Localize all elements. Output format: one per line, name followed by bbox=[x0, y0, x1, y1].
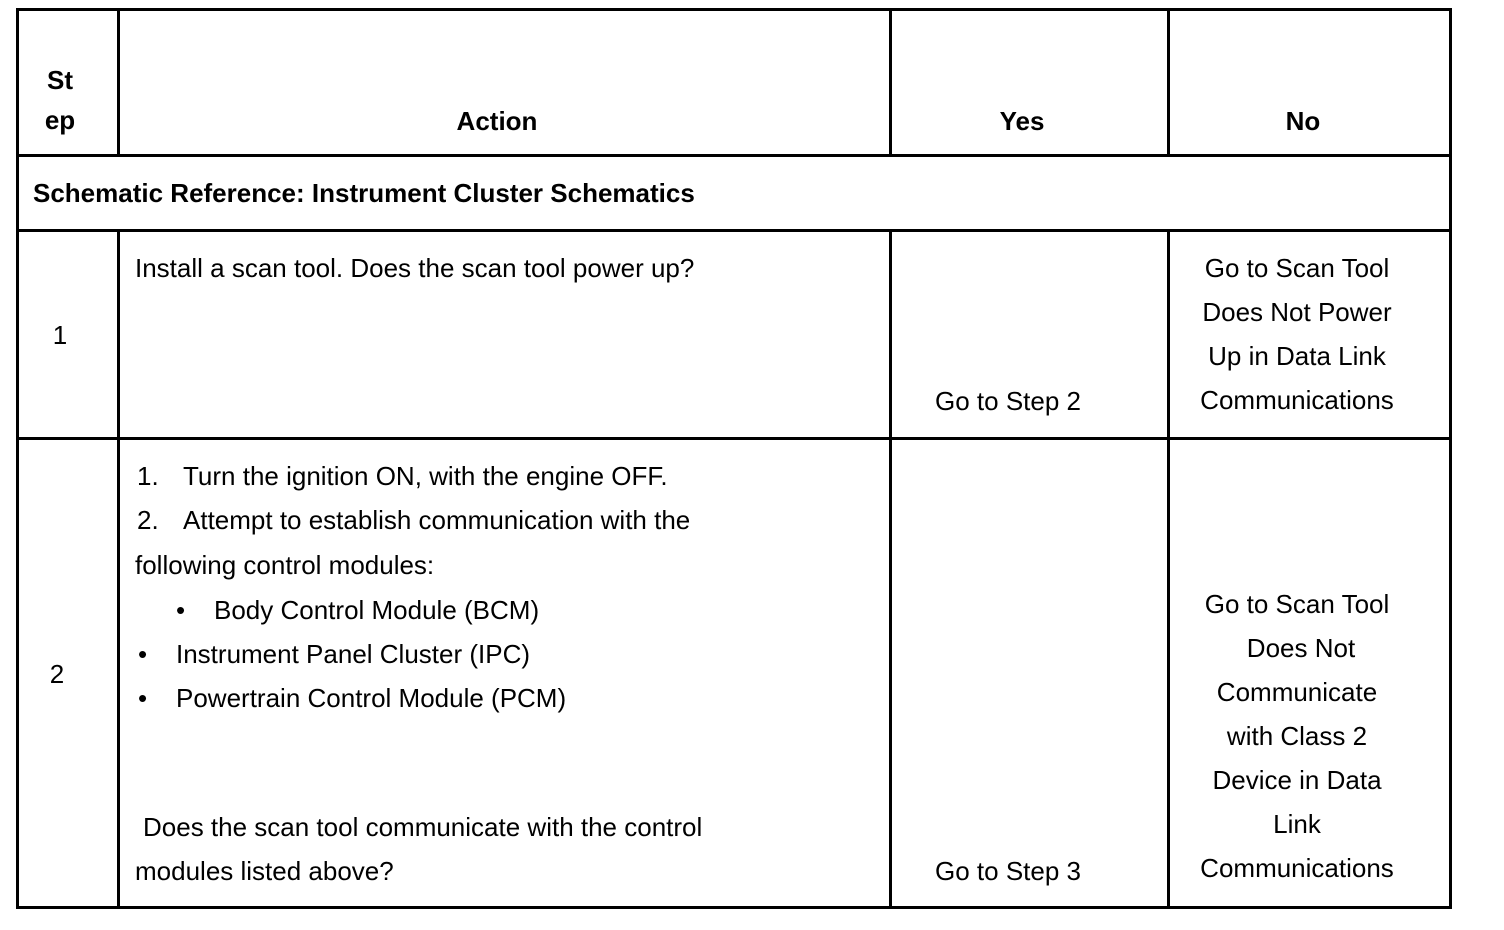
bullet: • bbox=[138, 683, 148, 713]
header-yes: Yes bbox=[999, 106, 1045, 136]
step-column-divider bbox=[117, 229, 120, 909]
action-column-divider bbox=[889, 229, 892, 909]
action-question: Does the scan tool communicate with the control modules listed above? bbox=[135, 812, 703, 886]
header-divider bbox=[16, 154, 1452, 157]
table-border-top bbox=[16, 8, 1452, 11]
table-border-left bbox=[16, 8, 19, 909]
schematic-reference: Schematic Reference: Instrument Cluster Schematics bbox=[33, 178, 695, 208]
no-result: Go to Scan Tool Does Not Power Up in Data Link Communications bbox=[1200, 253, 1394, 415]
schematic-divider bbox=[16, 229, 1452, 232]
row-divider bbox=[16, 437, 1452, 440]
module-item: Body Control Module (BCM) bbox=[214, 595, 540, 625]
header-no: No bbox=[1285, 106, 1321, 136]
header-action: Action bbox=[456, 106, 538, 136]
bullet: • bbox=[176, 595, 186, 625]
no-result: Go to Scan Tool Does Not Communicate with Class 2 Device in Data Link Communications bbox=[1200, 589, 1394, 883]
module-item: Powertrain Control Module (PCM) bbox=[176, 683, 567, 713]
yes-result: Go to Step 3 bbox=[935, 856, 1081, 886]
yes-result: Go to Step 2 bbox=[935, 386, 1081, 416]
action-item-text: Turn the ignition ON, with the engine OFF. bbox=[183, 461, 668, 491]
step-number: 1 bbox=[52, 320, 68, 350]
table-border-right bbox=[1449, 8, 1452, 909]
action-item-number: 1. bbox=[137, 461, 159, 491]
header-step: St ep bbox=[44, 65, 76, 135]
bullet: • bbox=[138, 639, 148, 669]
module-item: Instrument Panel Cluster (IPC) bbox=[176, 639, 531, 669]
action-continuation: following control modules: bbox=[135, 550, 435, 580]
table-border-bottom bbox=[16, 906, 1452, 909]
action-text: Install a scan tool. Does the scan tool power up? bbox=[135, 253, 695, 283]
action-item-number: 2. bbox=[137, 505, 159, 535]
action-item-text: Attempt to establish communication with the bbox=[183, 505, 691, 535]
step-number: 2 bbox=[49, 659, 65, 689]
